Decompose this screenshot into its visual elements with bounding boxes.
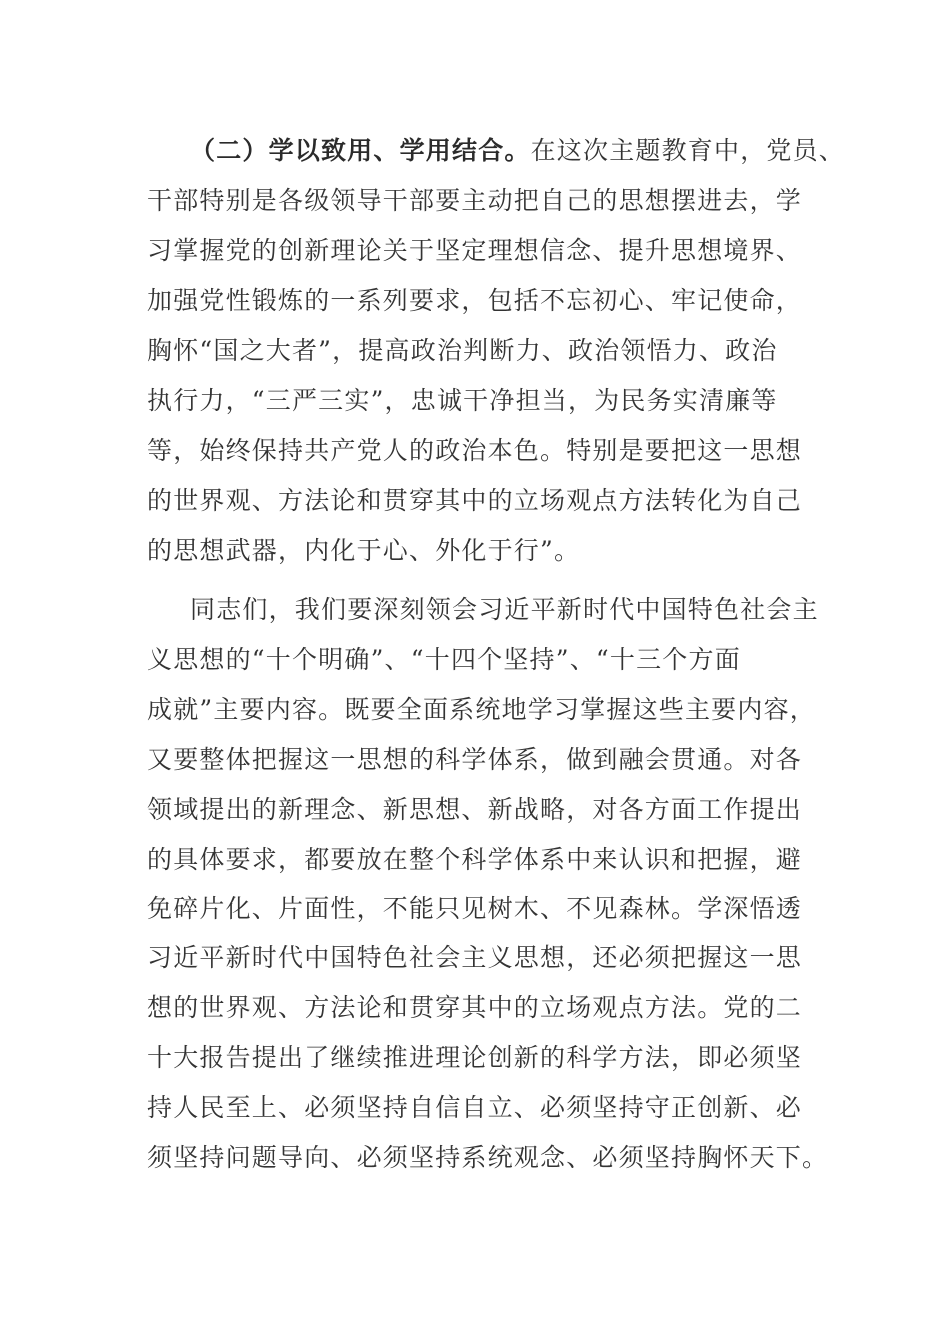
paragraph-2-line-3: 成就”主要内容。既要全面系统地学习掌握这些主要内容， bbox=[147, 695, 816, 724]
paragraph-1-line-6: 执行力，“三严三实”，忠诚干净担当，为民务实清廉等 bbox=[147, 386, 778, 415]
paragraph-1-line-7: 等，始终保持共产党人的政治本色。特别是要把这一思想 bbox=[147, 436, 803, 465]
paragraph-2-line-9: 想的世界观、方法论和贯穿其中的立场观点方法。党的二 bbox=[147, 993, 803, 1022]
paragraph-2-line-11: 持人民至上、必须坚持自信自立、必须坚持守正创新、必 bbox=[147, 1093, 803, 1122]
paragraph-1-line-9: 的思想武器，内化于心、外化于行”。 bbox=[147, 536, 581, 565]
paragraph-2-line-2: 义思想的“十个明确”、“十四个坚持”、“十三个方面 bbox=[147, 645, 741, 674]
paragraph-1-line-4: 加强党性锻炼的一系列要求，包括不忘初心、牢记使命， bbox=[147, 286, 803, 315]
paragraph-1-line-1-text: 在这次主题教育中，党员、 bbox=[530, 136, 846, 165]
paragraph-1-line-1 bbox=[190, 133, 845, 169]
paragraph-2-line-4: 又要整体把握这一思想的科学体系，做到融会贯通。对各 bbox=[147, 745, 803, 774]
paragraph-2-line-7: 免碎片化、片面性，不能只见树木、不见森林。学深悟透 bbox=[147, 894, 803, 923]
paragraph-2-line-8: 习近平新时代中国特色社会主义思想，还必须把握这一思 bbox=[147, 943, 803, 972]
paragraph-2-line-5: 领域提出的新理念、新思想、新战略，对各方面工作提出 bbox=[147, 795, 803, 824]
paragraph-2-line-6: 的具体要求，都要放在整个科学体系中来认识和把握，避 bbox=[147, 845, 803, 874]
paragraph-2-line-12: 须坚持问题导向、必须坚持系统观念、必须坚持胸怀天下。 bbox=[147, 1143, 829, 1172]
paragraph-1-line-5: 胸怀“国之大者”，提高政治判断力、政治领悟力、政治 bbox=[147, 336, 778, 365]
section-heading: （二）学以致用、学用结合。 bbox=[190, 136, 531, 165]
paragraph-1-line-2: 干部特别是各级领导干部要主动把自己的思想摆进去，学 bbox=[147, 186, 803, 215]
paragraph-1-line-8: 的世界观、方法论和贯穿其中的立场观点方法转化为自己 bbox=[147, 486, 803, 515]
paragraph-1-line-3: 习掌握党的创新理论关于坚定理想信念、提升思想境界、 bbox=[147, 236, 803, 265]
paragraph-2-line-1: 同志们，我们要深刻领会习近平新时代中国特色社会主 bbox=[190, 595, 819, 624]
paragraph-2-line-10: 十大报告提出了继续推进理论创新的科学方法，即必须坚 bbox=[147, 1043, 803, 1072]
